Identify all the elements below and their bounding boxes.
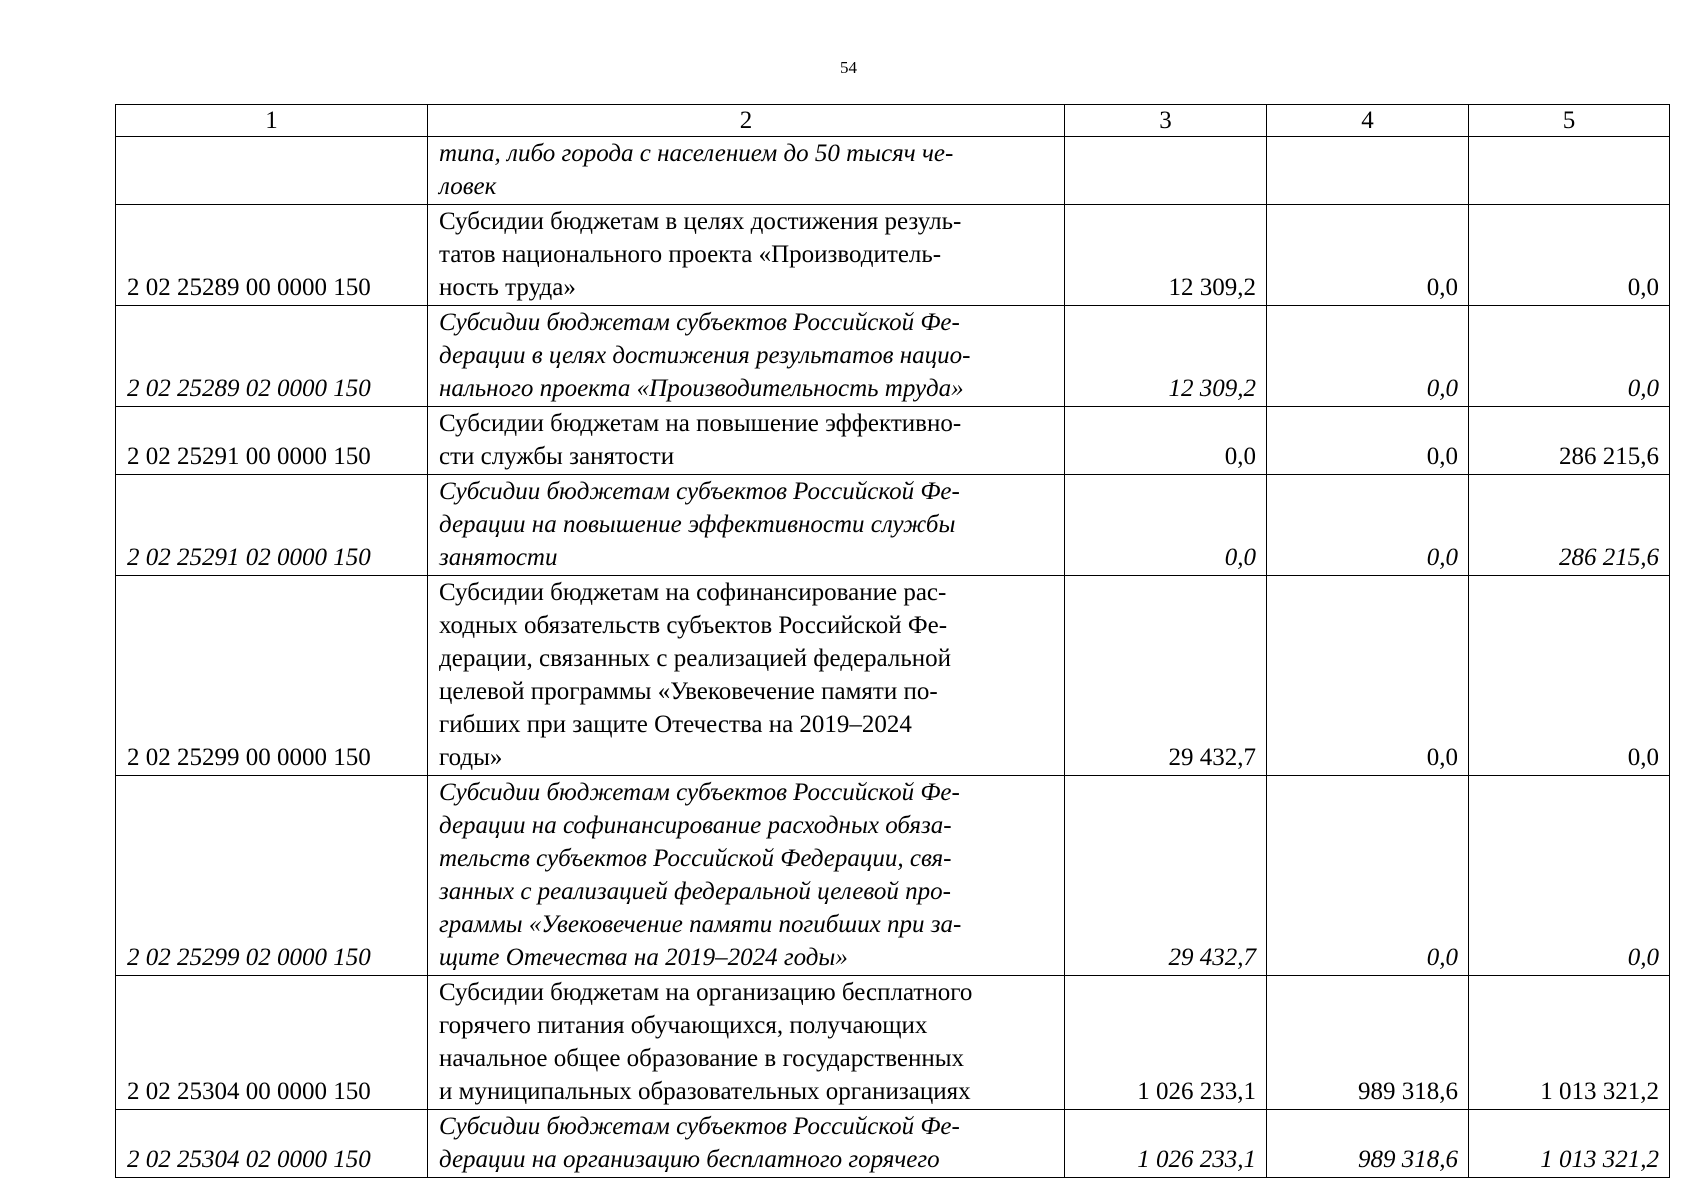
description-line: ность труда» xyxy=(439,274,576,301)
amount-cell-4: 0,0 xyxy=(1267,205,1469,306)
description-line: ходных обязательств субъектов Российской Фе- xyxy=(439,612,948,639)
budget-code-cell: 2 02 25299 00 0000 150 xyxy=(116,576,428,776)
amount-cell-4: 989 318,6 xyxy=(1267,1110,1469,1178)
description-line: горячего питания обучающихся, получающих xyxy=(439,1012,928,1039)
description-line: граммы «Увековечение памяти погибших при за- xyxy=(439,911,962,938)
description-line: Субсидии бюджетам в целях достижения резуль- xyxy=(439,208,962,235)
budget-code-cell: 2 02 25299 02 0000 150 xyxy=(116,776,428,976)
amount-cell-3: 12 309,2 xyxy=(1065,205,1267,306)
description-line: тельств субъектов Российской Федерации, свя- xyxy=(439,845,952,872)
description-line: Субсидии бюджетам на софинансирование рас- xyxy=(439,579,947,606)
column-header-2: 2 xyxy=(428,105,1065,137)
amount-cell-4: 0,0 xyxy=(1267,475,1469,576)
amount-cell-3 xyxy=(1065,137,1267,205)
description-line: гибших при защите Отечества на 2019–2024 xyxy=(439,711,912,738)
budget-code-cell xyxy=(116,137,428,205)
description-cell xyxy=(428,137,1065,205)
description-cell xyxy=(428,1110,1065,1178)
description-line: дерации на повышение эффективности службы xyxy=(439,511,956,538)
description-line: Субсидии бюджетам субъектов Российской Фе- xyxy=(439,1113,960,1140)
amount-cell-3: 29 432,7 xyxy=(1065,576,1267,776)
table-row xyxy=(116,306,1670,407)
amount-cell-5: 286 215,6 xyxy=(1469,407,1670,475)
description-cell xyxy=(428,976,1065,1110)
description-cell xyxy=(428,776,1065,976)
description-cell xyxy=(428,407,1065,475)
amount-cell-4: 989 318,6 xyxy=(1267,976,1469,1110)
description-line: целевой программы «Увековечение памяти по- xyxy=(439,678,938,705)
amount-cell-5: 0,0 xyxy=(1469,776,1670,976)
table-row xyxy=(116,137,1670,205)
budget-code-cell: 2 02 25304 00 0000 150 xyxy=(116,976,428,1110)
amount-cell-5: 286 215,6 xyxy=(1469,475,1670,576)
table-header-row xyxy=(116,105,1670,137)
column-header-1: 1 xyxy=(116,105,428,137)
table-body xyxy=(116,137,1670,1178)
amount-cell-4: 0,0 xyxy=(1267,576,1469,776)
amount-cell-5: 0,0 xyxy=(1469,576,1670,776)
amount-cell-3: 29 432,7 xyxy=(1065,776,1267,976)
description-line: начальное общее образование в государственных xyxy=(439,1045,965,1072)
amount-cell-3: 1 026 233,1 xyxy=(1065,1110,1267,1178)
amount-cell-5: 1 013 321,2 xyxy=(1469,976,1670,1110)
budget-code-cell: 2 02 25291 00 0000 150 xyxy=(116,407,428,475)
column-header-3: 3 xyxy=(1065,105,1267,137)
description-cell xyxy=(428,475,1065,576)
table-row xyxy=(116,475,1670,576)
description-line: дерации на организацию бесплатного горячего xyxy=(439,1146,940,1173)
description-line: типа, либо города с населением до 50 тысяч че- xyxy=(439,140,954,167)
amount-cell-3: 1 026 233,1 xyxy=(1065,976,1267,1110)
description-line: занятости xyxy=(439,544,558,571)
description-cell xyxy=(428,205,1065,306)
description-cell xyxy=(428,306,1065,407)
description-line: годы» xyxy=(439,744,503,771)
table-row xyxy=(116,1110,1670,1178)
table-row xyxy=(116,205,1670,306)
budget-code-cell: 2 02 25291 02 0000 150 xyxy=(116,475,428,576)
column-header-5: 5 xyxy=(1469,105,1670,137)
amount-cell-5: 0,0 xyxy=(1469,205,1670,306)
description-line: Субсидии бюджетам на повышение эффективно- xyxy=(439,410,962,437)
page-number: 54 xyxy=(840,58,857,77)
budget-code-cell: 2 02 25289 00 0000 150 xyxy=(116,205,428,306)
description-line: занных с реализацией федеральной целевой про- xyxy=(439,878,951,905)
table-row xyxy=(116,776,1670,976)
description-line: и муниципальных образовательных организациях xyxy=(439,1078,971,1105)
budget-code-cell: 2 02 25289 02 0000 150 xyxy=(116,306,428,407)
description-line: дерации, связанных с реализацией федеральной xyxy=(439,645,951,672)
description-line: нального проекта «Производительность труда» xyxy=(439,375,964,402)
amount-cell-5: 0,0 xyxy=(1469,306,1670,407)
description-line: Субсидии бюджетам субъектов Российской Фе- xyxy=(439,309,960,336)
amount-cell-4: 0,0 xyxy=(1267,306,1469,407)
table-row xyxy=(116,407,1670,475)
amount-cell-3: 12 309,2 xyxy=(1065,306,1267,407)
description-line: щите Отечества на 2019–2024 годы» xyxy=(439,944,848,971)
description-line: дерации в целях достижения результатов нацио- xyxy=(439,342,971,369)
amount-cell-5: 1 013 321,2 xyxy=(1469,1110,1670,1178)
table-row xyxy=(116,576,1670,776)
amount-cell-4: 0,0 xyxy=(1267,776,1469,976)
description-line: Субсидии бюджетам субъектов Российской Фе- xyxy=(439,478,960,505)
amount-cell-3: 0,0 xyxy=(1065,475,1267,576)
amount-cell-5 xyxy=(1469,137,1670,205)
amount-cell-3: 0,0 xyxy=(1065,407,1267,475)
description-line: дерации на софинансирование расходных обяза- xyxy=(439,812,952,839)
description-cell xyxy=(428,576,1065,776)
budget-table xyxy=(115,104,1670,1178)
description-line: сти службы занятости xyxy=(439,443,675,470)
amount-cell-4 xyxy=(1267,137,1469,205)
description-line: Субсидии бюджетам на организацию бесплатного xyxy=(439,979,973,1006)
description-line: татов национального проекта «Производитель- xyxy=(439,241,942,268)
amount-cell-4: 0,0 xyxy=(1267,407,1469,475)
description-line: Субсидии бюджетам субъектов Российской Фе- xyxy=(439,779,960,806)
table-row xyxy=(116,976,1670,1110)
column-header-4: 4 xyxy=(1267,105,1469,137)
description-line: ловек xyxy=(439,173,497,200)
budget-code-cell: 2 02 25304 02 0000 150 xyxy=(116,1110,428,1178)
